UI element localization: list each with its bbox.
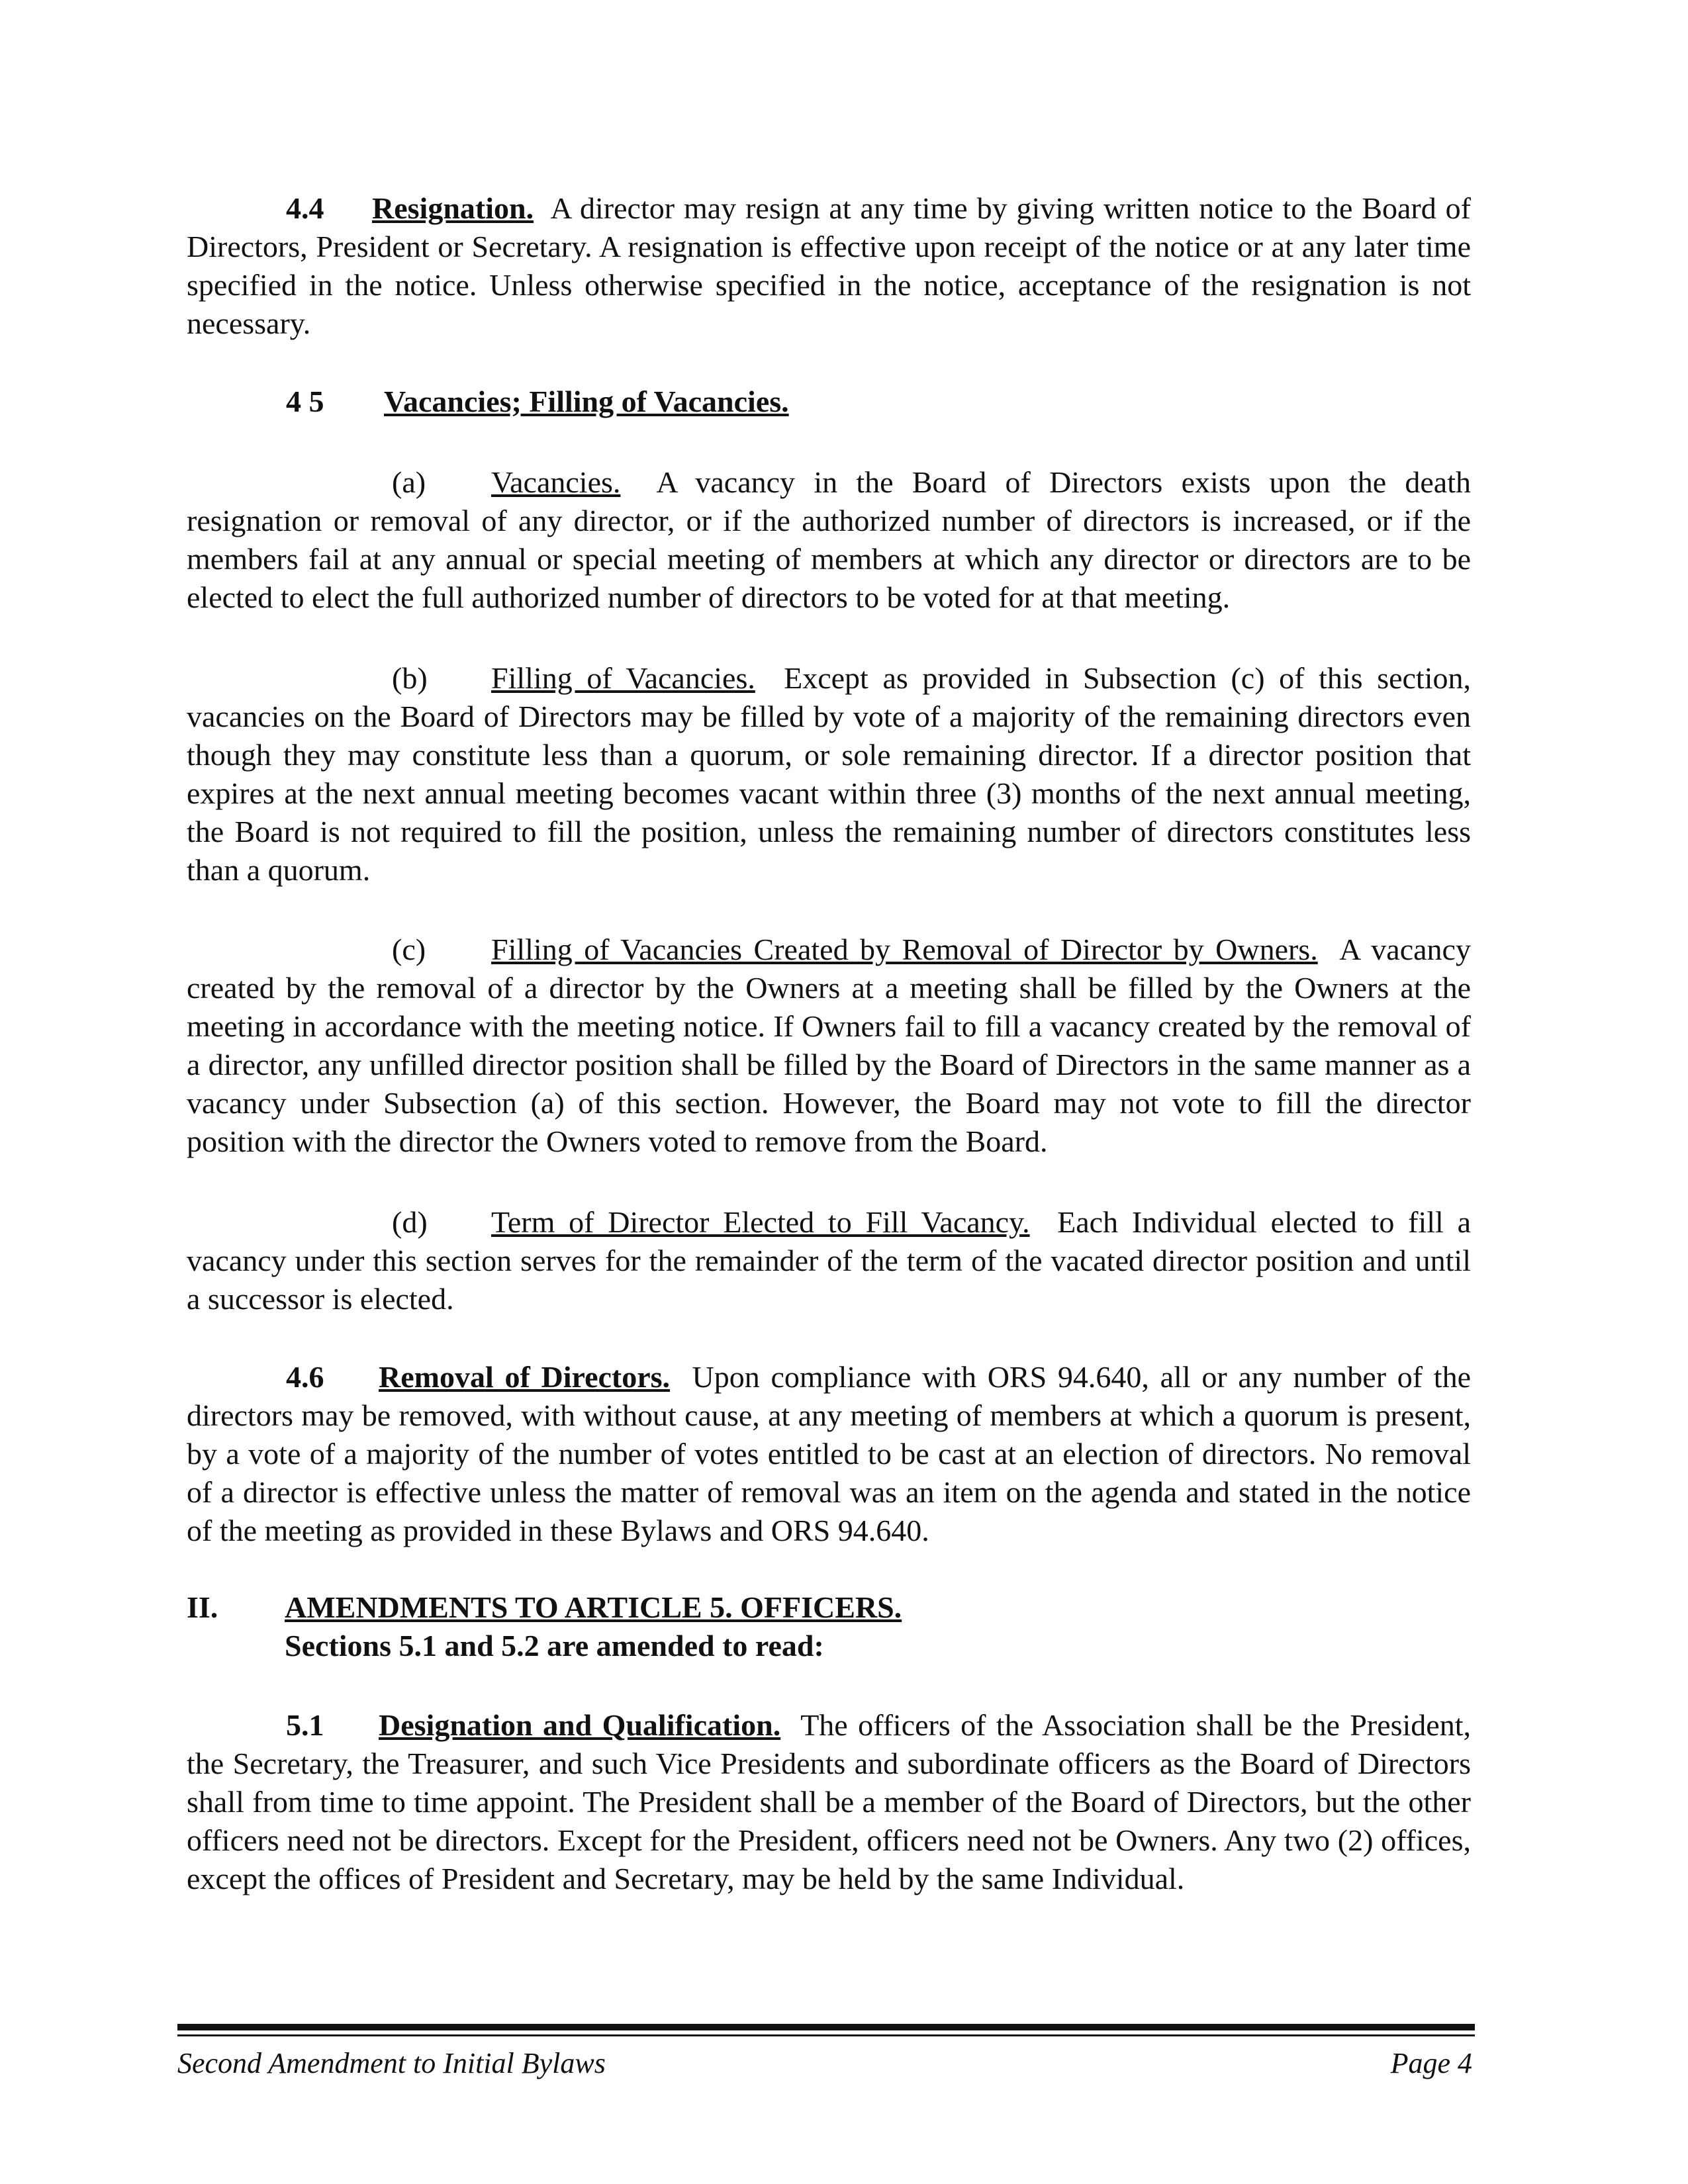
section-4-6	[187, 1358, 1471, 1550]
subsection-a	[187, 463, 1471, 617]
section-title: Vacancies; Filling of Vacancies.	[384, 385, 789, 418]
footer-page-number: Page 4	[1390, 2047, 1472, 2079]
section-number: 4.6	[286, 1360, 324, 1394]
subsection-body: Except as provided in Subsection (c) of this section, vacancies on the Board of Directors may be filled by vote of a majority of the remaining directors even though they may constitute less than a quorum, or sole remaining director. If a director position that expires at the next annual meeting becomes vacant within three (3) months of the next annual meeting, the Board is not required to fill the position, unless the remaining number of directors constitutes less than a quorum.	[187, 661, 1471, 887]
section-body: The officers of the Association shall be the President, the Secretary, the Treasurer, and such Vice Presidents and subordinate officers as the Board of Directors shall from time to time appoint. The President shall be a member of the Board of Directors, but the other officers need not be directors. Except for the President, officers need not be Owners. Any two (2) offices, except the offices of President and Secretary, may be held by the same Individual.	[187, 1708, 1472, 1895]
subsection-label: (b)	[392, 661, 428, 695]
section-4-5-heading	[187, 383, 1471, 421]
subsection-title: Filling of Vacancies.	[491, 661, 755, 695]
subsection-label: (d)	[392, 1205, 428, 1239]
subsection-title: Vacancies.	[491, 465, 621, 499]
section-title: Removal of Directors.	[379, 1360, 671, 1394]
subsection-b	[187, 659, 1471, 889]
article-number: II.	[187, 1590, 218, 1624]
article-2-subtitle-row	[187, 1627, 1471, 1665]
section-number: 4 5	[286, 385, 324, 418]
section-body: Upon compliance with ORS 94.640, all or any number of the directors may be removed, with without cause, at any meeting of members at which a quorum is present, by a vote of a majority of the number of votes entitled to be cast at an election of directors. No removal of a director is effective unless the matter of removal was an item on the agenda and stated in the notice of the meeting as provided in these Bylaws and ORS 94.640.	[187, 1360, 1471, 1547]
subsection-c	[187, 931, 1471, 1161]
section-number: 5.1	[286, 1708, 324, 1742]
subsection-title: Term of Director Elected to Fill Vacancy.	[491, 1205, 1030, 1239]
footer-rule-thin	[177, 2034, 1475, 2036]
footer-document-title: Second Amendment to Initial Bylaws	[177, 2047, 606, 2079]
subsection-label: (a)	[392, 465, 426, 499]
subsection-body: Each Individual elected to fill a vacancy under this section serves for the remainder of the term of the vacated director position and until a successor is elected.	[187, 1205, 1472, 1316]
section-title: Resignation.	[372, 191, 534, 225]
section-5-1	[187, 1706, 1471, 1898]
section-number: 4.4	[286, 191, 324, 225]
article-2-heading	[187, 1588, 1471, 1627]
subsection-title: Filling of Vacancies Created by Removal of Director by Owners.	[491, 933, 1318, 966]
subsection-label: (c)	[392, 933, 426, 966]
section-body: A director may resign at any time by giving written notice to the Board of Directors, President or Secretary. A resignation is effective upon receipt of the notice or at any later time specified in the notice. Unless otherwise specified in the notice, acceptance of the resignation is not necessary.	[187, 191, 1471, 340]
section-4-4	[187, 189, 1471, 343]
section-title: Designation and Qualification.	[379, 1708, 781, 1742]
subsection-d	[187, 1203, 1471, 1318]
subsection-body: A vacancy in the Board of Directors exists upon the death resignation or removal of any director, or if the authorized number of directors is increased, or if the members fail at any annual or special meeting of members at which any director or directors are to be elected to elect the full authorized number of directors to be voted for at that meeting.	[187, 465, 1472, 614]
subsection-body: A vacancy created by the removal of a director by the Owners at a meeting shall be filled by the Owners at the meeting in accordance with the meeting notice. If Owners fail to fill a vacancy created by the removal of a director, any unfilled director position shall be filled by the Board of Directors in the same manner as a vacancy under Subsection (a) of this section. However, the Board may not vote to fill the director position with the director the Owners voted to remove from the Board.	[187, 933, 1471, 1158]
article-subtitle: Sections 5.1 and 5.2 are amended to read:	[285, 1629, 824, 1662]
footer-rule	[177, 2024, 1475, 2030]
article-title: AMENDMENTS TO ARTICLE 5. OFFICERS.	[285, 1590, 902, 1624]
